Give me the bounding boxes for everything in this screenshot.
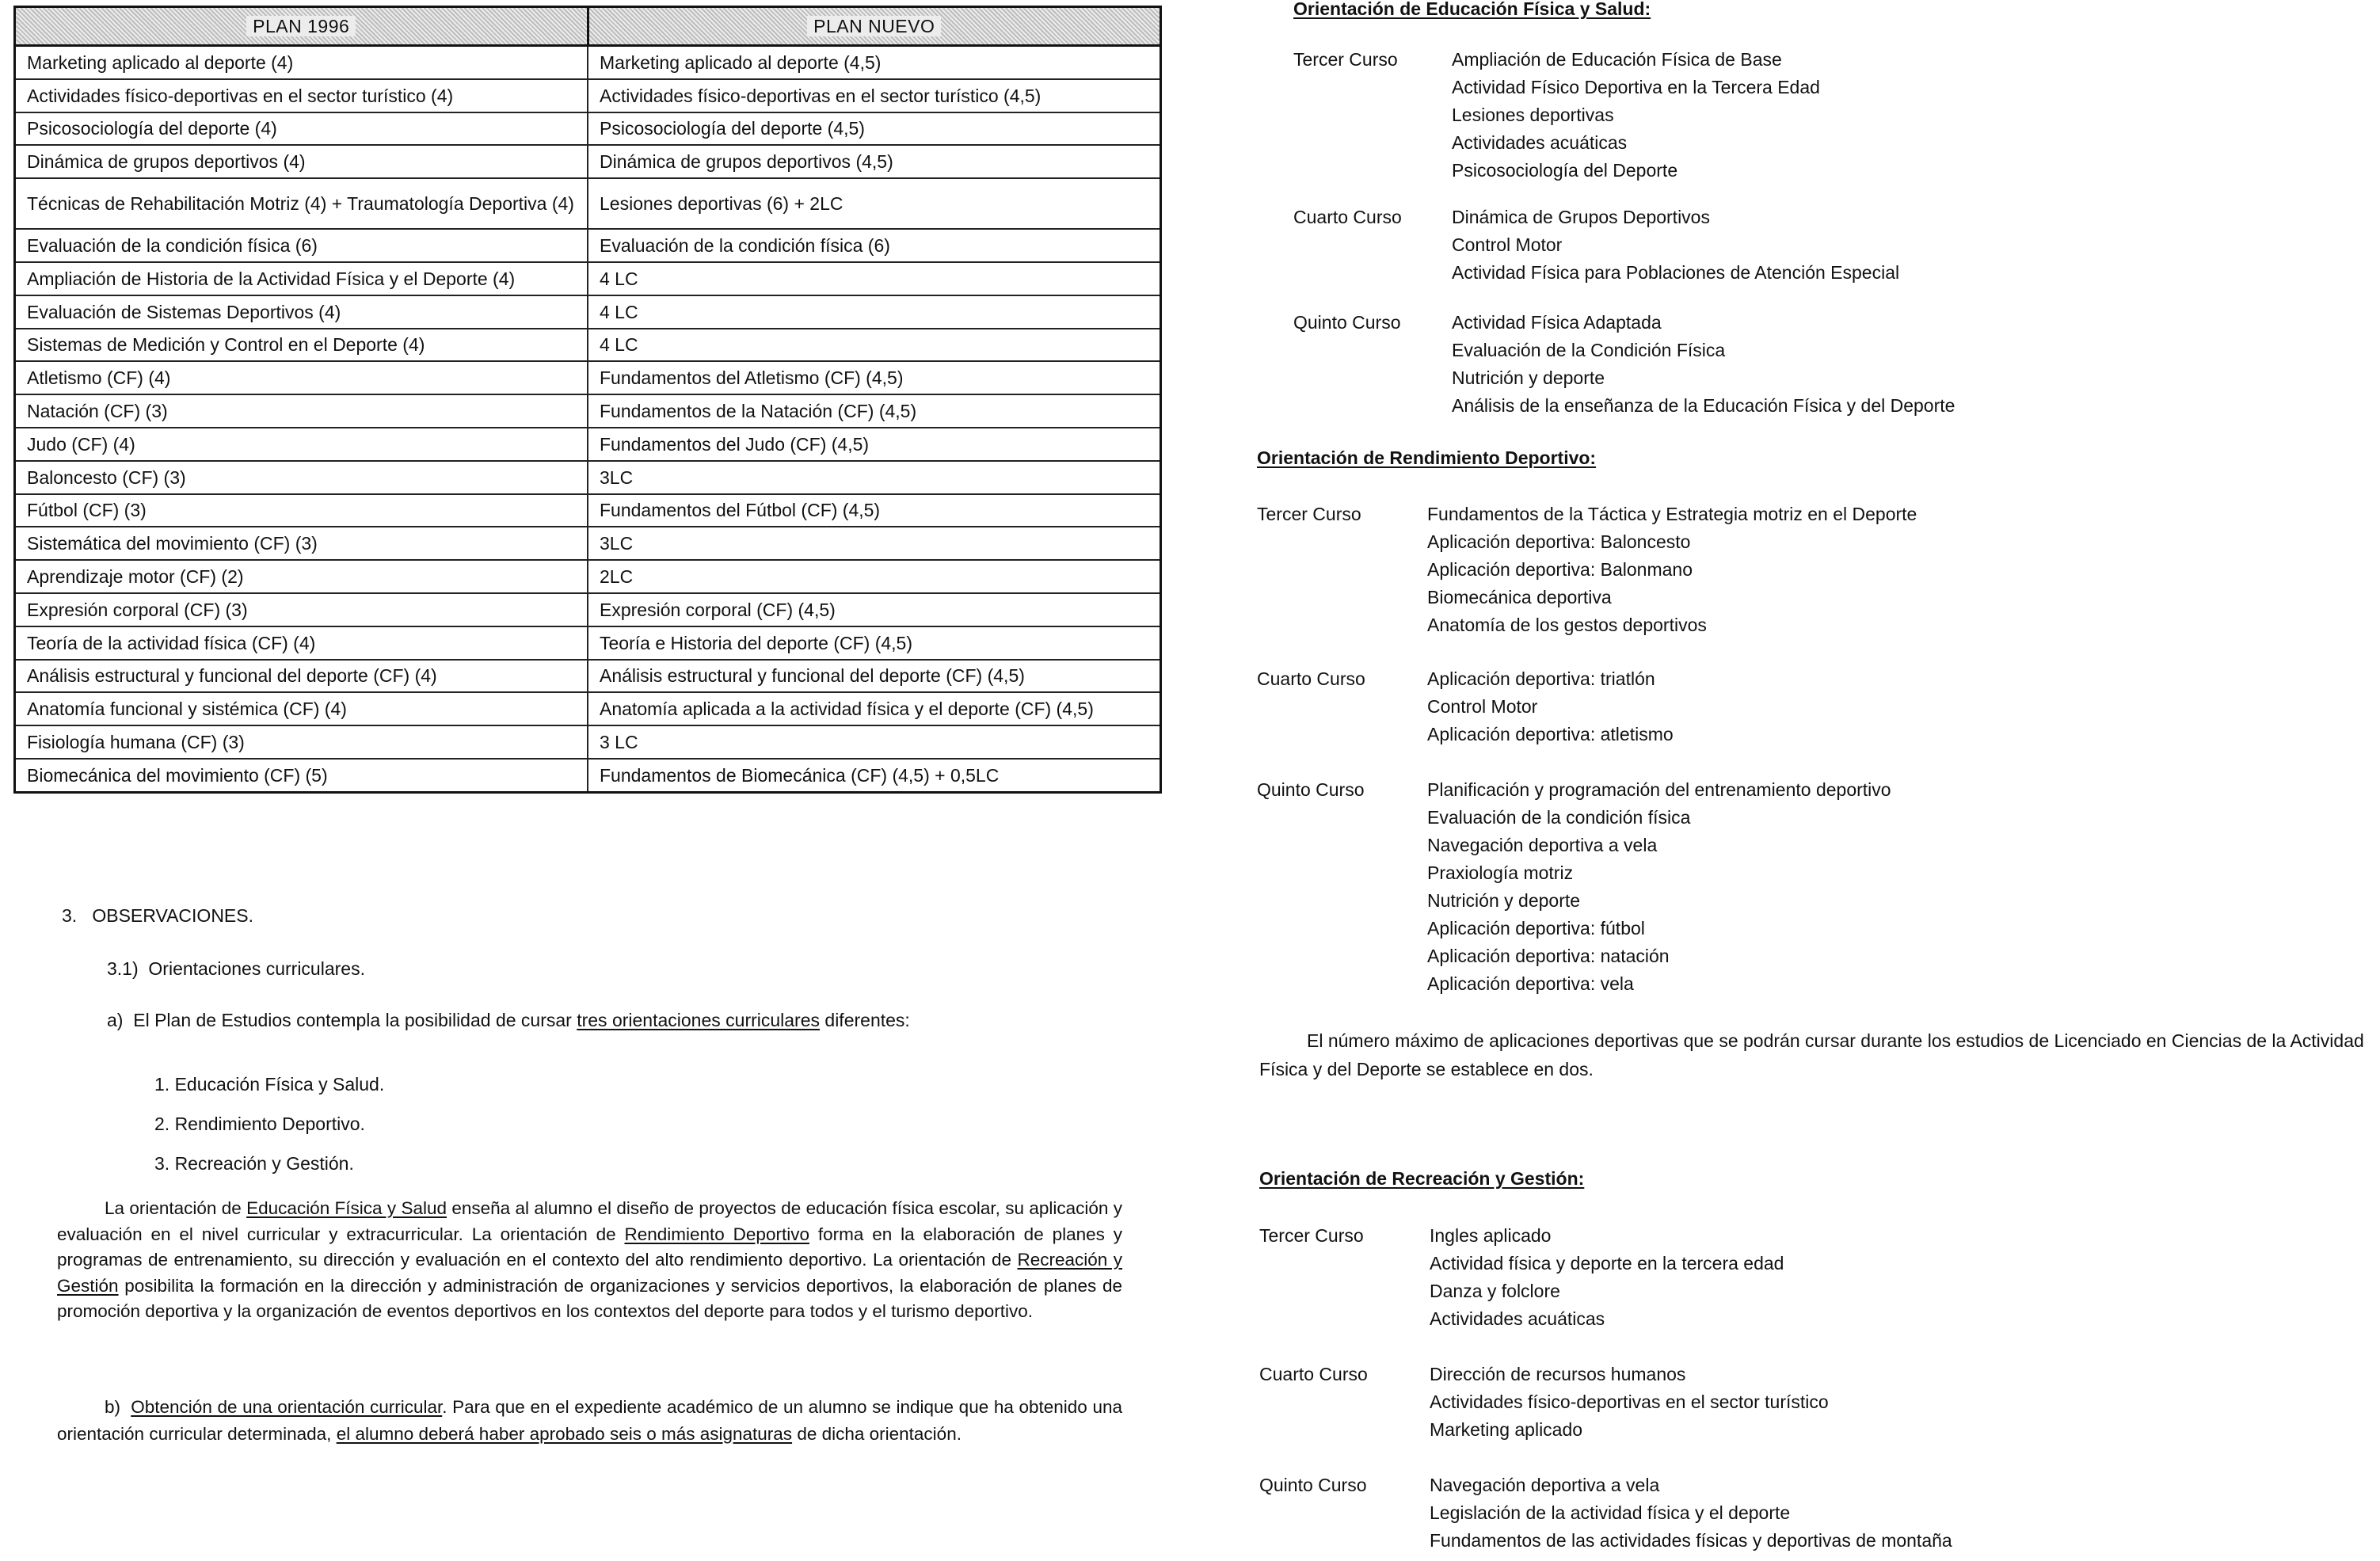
item-a-text: a) El Plan de Estudios contempla la posibilidad de cursar bbox=[107, 1010, 577, 1030]
course-year-label: Tercer Curso bbox=[1259, 1225, 1364, 1246]
course-subjects bbox=[1427, 665, 1674, 748]
course-year-label: Quinto Curso bbox=[1259, 1475, 1367, 1495]
efs-tercer-curso bbox=[1293, 46, 1820, 185]
subsection-title-orientaciones: 3.1) Orientaciones curriculares. bbox=[107, 958, 365, 979]
list-item: Dinámica de Grupos Deportivos bbox=[1452, 207, 1710, 227]
new-subject: Lesiones deportivas (6) + 2LC bbox=[588, 178, 1161, 229]
course-year-label: Quinto Curso bbox=[1257, 779, 1365, 800]
list-item: Actividad Física para Poblaciones de Atención Especial bbox=[1452, 262, 1900, 283]
table-row bbox=[15, 361, 1161, 394]
efs-cuarto-curso bbox=[1293, 204, 1899, 287]
list-item: Biomecánica deportiva bbox=[1427, 587, 1612, 607]
old-subject: Técnicas de Rehabilitación Motriz (4) + Traumatología Deportiva (4) bbox=[15, 178, 588, 229]
para-text: La orientación de bbox=[105, 1198, 247, 1218]
list-item: Planificación y programación del entrenamiento deportivo bbox=[1427, 779, 1891, 800]
table-row bbox=[15, 626, 1161, 660]
para-text: b) bbox=[105, 1397, 131, 1417]
new-subject: Fundamentos del Fútbol (CF) (4,5) bbox=[588, 494, 1161, 527]
list-item: Evaluación de la condición física bbox=[1427, 807, 1691, 828]
course-subjects bbox=[1430, 1222, 1784, 1333]
list-item: Aplicación deportiva: natación bbox=[1427, 946, 1670, 966]
old-subject: Análisis estructural y funcional del deporte (CF) (4) bbox=[15, 660, 588, 693]
list-item: Nutrición y deporte bbox=[1427, 890, 1581, 911]
orientation-options-list bbox=[154, 1064, 384, 1183]
list-item: Ampliación de Educación Física de Base bbox=[1452, 49, 1782, 70]
list-item: Evaluación de la Condición Física bbox=[1452, 340, 1726, 360]
old-subject: Teoría de la actividad física (CF) (4) bbox=[15, 626, 588, 660]
old-subject: Natación (CF) (3) bbox=[15, 394, 588, 428]
right-column bbox=[1236, 0, 2380, 1561]
new-subject: 4 LC bbox=[588, 262, 1161, 295]
list-item: Fundamentos de la Táctica y Estrategia motriz en el Deporte bbox=[1427, 504, 1917, 524]
table-row bbox=[15, 593, 1161, 626]
table-row bbox=[15, 725, 1161, 759]
left-column bbox=[0, 0, 1172, 1561]
new-subject: 4 LC bbox=[588, 329, 1161, 362]
table-row bbox=[15, 759, 1161, 792]
plan-comparison-table bbox=[13, 6, 1162, 794]
orientations-description-paragraph bbox=[57, 1196, 1122, 1325]
new-subject: Marketing aplicado al deporte (4,5) bbox=[588, 46, 1161, 79]
section-title-observaciones: 3. OBSERVACIONES. bbox=[62, 905, 254, 926]
table-row bbox=[15, 394, 1161, 428]
list-item: Ingles aplicado bbox=[1430, 1225, 1552, 1246]
course-year-label: Quinto Curso bbox=[1293, 312, 1401, 333]
course-year-label: Cuarto Curso bbox=[1259, 1364, 1368, 1384]
new-subject: 4 LC bbox=[588, 295, 1161, 329]
new-subject: Análisis estructural y funcional del deporte (CF) (4,5) bbox=[588, 660, 1161, 693]
course-year-label: Cuarto Curso bbox=[1257, 668, 1365, 689]
new-subject: 3 LC bbox=[588, 725, 1161, 759]
list-item: Aplicación deportiva: triatlón bbox=[1427, 668, 1655, 689]
course-subjects bbox=[1452, 309, 1955, 420]
table-row bbox=[15, 46, 1161, 79]
rd-cuarto-curso bbox=[1257, 665, 1674, 748]
course-subjects bbox=[1427, 501, 1917, 639]
new-subject: Evaluación de la condición física (6) bbox=[588, 229, 1161, 262]
para-text: posibilita la formación en la dirección y administración de organizaciones y servicios deportivos, la elaboración de planes de promoción deportiva y la organización de eventos deportivos en los contextos del deporte para todos y el turismo deportivo. bbox=[57, 1275, 1122, 1321]
table-row bbox=[15, 428, 1161, 461]
header-plan-nuevo-label: PLAN NUEVO bbox=[807, 16, 941, 36]
list-item: Actividad Física Adaptada bbox=[1452, 312, 1662, 333]
list-item: Dirección de recursos humanos bbox=[1430, 1364, 1686, 1384]
aplicaciones-deportivas-note: El número máximo de aplicaciones deportivas que se podrán cursar durante los estudios de Licenciado en Ciencias de la Actividad Física y del Deporte se establece en dos. bbox=[1259, 1030, 2364, 1079]
list-item: Aplicación deportiva: atletismo bbox=[1427, 724, 1674, 744]
table-row bbox=[15, 494, 1161, 527]
list-item: Actividad física y deporte en la tercera edad bbox=[1430, 1253, 1784, 1274]
new-subject: 2LC bbox=[588, 560, 1161, 593]
list-item: Navegación deportiva a vela bbox=[1427, 835, 1658, 855]
course-year-label: Cuarto Curso bbox=[1293, 207, 1402, 227]
heading-educacion-fisica-salud: Orientación de Educación Física y Salud: bbox=[1293, 0, 1651, 19]
new-subject: Actividades físico-deportivas en el sector turístico (4,5) bbox=[588, 79, 1161, 112]
list-item: Danza y folclore bbox=[1430, 1281, 1560, 1301]
new-subject: Fundamentos de la Natación (CF) (4,5) bbox=[588, 394, 1161, 428]
table-row bbox=[15, 79, 1161, 112]
table-row bbox=[15, 660, 1161, 693]
list-item: Aplicación deportiva: Baloncesto bbox=[1427, 531, 1691, 552]
rd-tercer-curso bbox=[1257, 501, 1917, 639]
rg-quinto-curso bbox=[1259, 1472, 1952, 1555]
old-subject: Judo (CF) (4) bbox=[15, 428, 588, 461]
old-subject: Sistemática del movimiento (CF) (3) bbox=[15, 527, 588, 560]
old-subject: Baloncesto (CF) (3) bbox=[15, 461, 588, 494]
item-a-underlined: tres orientaciones curriculares bbox=[577, 1010, 821, 1030]
para-text: de dicha orientación. bbox=[792, 1424, 962, 1444]
list-item: Control Motor bbox=[1452, 234, 1563, 255]
table-row bbox=[15, 461, 1161, 494]
item-a bbox=[107, 1010, 910, 1031]
old-subject: Evaluación de la condición física (6) bbox=[15, 229, 588, 262]
list-item: 3. Recreación y Gestión. bbox=[154, 1153, 354, 1174]
para-underlined: Recreación y Gestión bbox=[57, 1250, 1122, 1296]
new-subject: Expresión corporal (CF) (4,5) bbox=[588, 593, 1161, 626]
old-subject: Dinámica de grupos deportivos (4) bbox=[15, 145, 588, 178]
course-year-label: Tercer Curso bbox=[1257, 504, 1361, 524]
course-subjects bbox=[1430, 1472, 1952, 1555]
course-subjects bbox=[1452, 204, 1899, 287]
old-subject: Evaluación de Sistemas Deportivos (4) bbox=[15, 295, 588, 329]
new-subject: Teoría e Historia del deporte (CF) (4,5) bbox=[588, 626, 1161, 660]
rg-tercer-curso bbox=[1259, 1222, 1784, 1333]
list-item: Marketing aplicado bbox=[1430, 1419, 1583, 1440]
course-subjects bbox=[1427, 776, 1891, 998]
table-header-row bbox=[15, 7, 1161, 46]
new-subject: 3LC bbox=[588, 527, 1161, 560]
list-item: Navegación deportiva a vela bbox=[1430, 1475, 1660, 1495]
old-subject: Expresión corporal (CF) (3) bbox=[15, 593, 588, 626]
table-row bbox=[15, 560, 1161, 593]
old-subject: Fisiología humana (CF) (3) bbox=[15, 725, 588, 759]
table-row bbox=[15, 262, 1161, 295]
table-row bbox=[15, 178, 1161, 229]
list-item: 2. Rendimiento Deportivo. bbox=[154, 1114, 365, 1134]
course-year-label: Tercer Curso bbox=[1293, 49, 1398, 70]
para-text: . Para que en el expediente académico de un alumno se indique que ha obtenido una orientación curricular determinada, bbox=[57, 1397, 1128, 1444]
old-subject: Ampliación de Historia de la Actividad Física y el Deporte (4) bbox=[15, 262, 588, 295]
new-subject: Psicosociología del deporte (4,5) bbox=[588, 112, 1161, 146]
table-row bbox=[15, 145, 1161, 178]
course-subjects bbox=[1452, 46, 1820, 185]
table-row bbox=[15, 229, 1161, 262]
course-subjects bbox=[1430, 1361, 1829, 1444]
list-item: Aplicación deportiva: Balonmano bbox=[1427, 559, 1693, 580]
header-plan-1996-label: PLAN 1996 bbox=[246, 16, 356, 36]
table-row bbox=[15, 112, 1161, 146]
old-subject: Actividades físico-deportivas en el sector turístico (4) bbox=[15, 79, 588, 112]
list-item: Aplicación deportiva: fútbol bbox=[1427, 918, 1645, 939]
old-subject: Biomecánica del movimiento (CF) (5) bbox=[15, 759, 588, 792]
new-subject: Fundamentos del Atletismo (CF) (4,5) bbox=[588, 361, 1161, 394]
list-item: Actividades físico-deportivas en el sector turístico bbox=[1430, 1392, 1829, 1412]
heading-rendimiento-deportivo: Orientación de Rendimiento Deportivo: bbox=[1257, 447, 1597, 468]
item-a-tail: diferentes: bbox=[820, 1010, 910, 1030]
old-subject: Anatomía funcional y sistémica (CF) (4) bbox=[15, 692, 588, 725]
para-text: forma en la elaboración de planes y programas de entrenamiento, su dirección y evaluación en el contexto del alto rendimiento deportivo. La orientación de bbox=[57, 1224, 1122, 1270]
list-item: Actividad Físico Deportiva en la Tercera Edad bbox=[1452, 77, 1820, 97]
list-item: Nutrición y deporte bbox=[1452, 367, 1605, 388]
list-item: 1. Educación Física y Salud. bbox=[154, 1074, 385, 1095]
list-item: Anatomía de los gestos deportivos bbox=[1427, 615, 1707, 635]
new-subject: Fundamentos del Judo (CF) (4,5) bbox=[588, 428, 1161, 461]
table-row bbox=[15, 527, 1161, 560]
para-text: enseña al alumno el diseño de proyectos de educación física escolar, su aplicación y evaluación en el nivel curricular y extracurricular. La orientación de bbox=[57, 1198, 1122, 1244]
new-subject: Fundamentos de Biomecánica (CF) (4,5) + 0,5LC bbox=[588, 759, 1161, 792]
rg-cuarto-curso bbox=[1259, 1361, 1829, 1444]
new-subject: Dinámica de grupos deportivos (4,5) bbox=[588, 145, 1161, 178]
table-row bbox=[15, 692, 1161, 725]
para-underlined: Educación Física y Salud bbox=[246, 1198, 447, 1218]
header-plan-nuevo bbox=[588, 7, 1161, 46]
list-item: Praxiología motriz bbox=[1427, 862, 1574, 883]
old-subject: Psicosociología del deporte (4) bbox=[15, 112, 588, 146]
old-subject: Sistemas de Medición y Control en el Deporte (4) bbox=[15, 329, 588, 362]
old-subject: Fútbol (CF) (3) bbox=[15, 494, 588, 527]
list-item: Psicosociología del Deporte bbox=[1452, 160, 1678, 181]
para-underlined: el alumno deberá haber aprobado seis o más asignaturas bbox=[336, 1424, 793, 1444]
list-item: Lesiones deportivas bbox=[1452, 105, 1614, 125]
old-subject: Atletismo (CF) (4) bbox=[15, 361, 588, 394]
para-underlined: Rendimiento Deportivo bbox=[624, 1224, 809, 1244]
new-subject: 3LC bbox=[588, 461, 1161, 494]
list-item: Fundamentos de las actividades físicas y deportivas de montaña bbox=[1430, 1530, 1952, 1551]
list-item: Control Motor bbox=[1427, 696, 1538, 717]
table-row bbox=[15, 329, 1161, 362]
list-item: Aplicación deportiva: vela bbox=[1427, 973, 1634, 994]
heading-recreacion-gestion: Orientación de Recreación y Gestión: bbox=[1259, 1168, 1585, 1189]
obtencion-paragraph bbox=[57, 1394, 1128, 1448]
list-item: Actividades acuáticas bbox=[1430, 1308, 1605, 1329]
old-subject: Aprendizaje motor (CF) (2) bbox=[15, 560, 588, 593]
table-row bbox=[15, 295, 1161, 329]
para-underlined: Obtención de una orientación curricular bbox=[131, 1397, 443, 1417]
list-item: Análisis de la enseñanza de la Educación Física y del Deporte bbox=[1452, 395, 1955, 416]
list-item: Actividades acuáticas bbox=[1452, 132, 1628, 153]
header-plan-1996 bbox=[15, 7, 588, 46]
efs-quinto-curso bbox=[1293, 309, 1955, 420]
old-subject: Marketing aplicado al deporte (4) bbox=[15, 46, 588, 79]
rd-quinto-curso bbox=[1257, 776, 1891, 998]
list-item: Legislación de la actividad física y el deporte bbox=[1430, 1502, 1791, 1523]
new-subject: Anatomía aplicada a la actividad física y el deporte (CF) (4,5) bbox=[588, 692, 1161, 725]
